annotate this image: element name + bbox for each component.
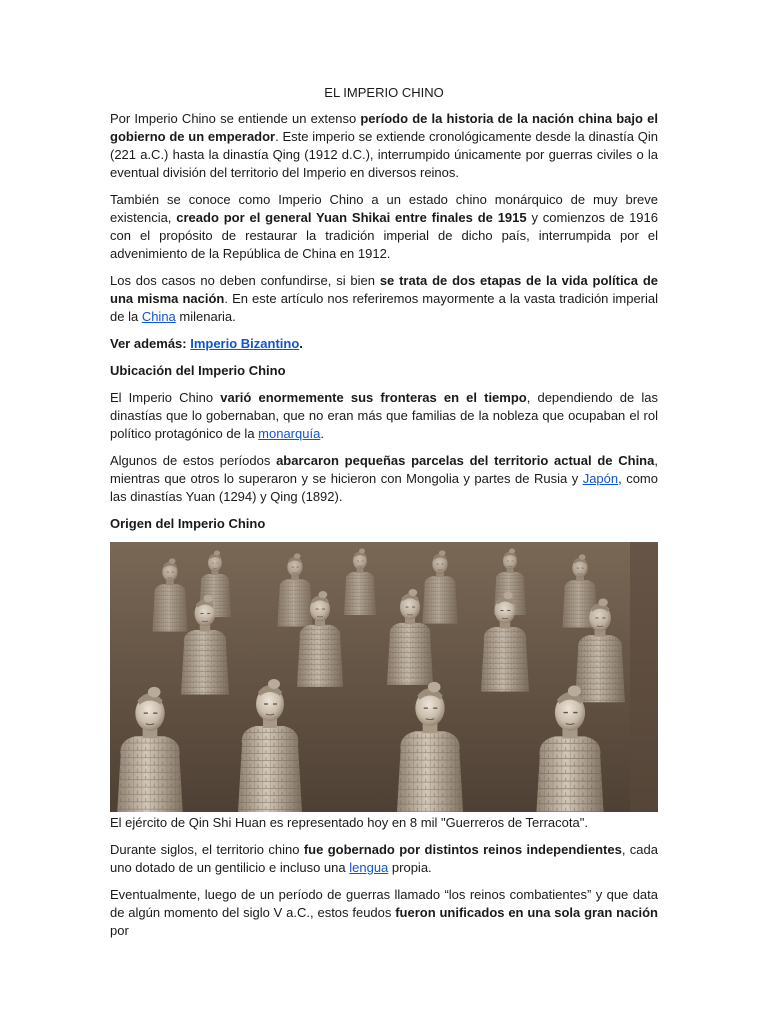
paragraph-yuan-shikai: [110, 191, 658, 263]
paragraph-periodos: [110, 452, 658, 506]
text-run: . En este artículo nos referiremos mayormente a la vasta tradición imperial de la: [110, 291, 659, 324]
text-run: El Imperio Chino: [110, 390, 221, 405]
text-run: milenaria.: [175, 309, 236, 324]
terracotta-warriors-photo: [110, 542, 658, 812]
link-lengua[interactable]: lengua: [349, 860, 389, 875]
bold-text: fueron unificados en una sola gran nación: [395, 905, 658, 920]
see-also-end: .: [299, 336, 303, 351]
page-title: EL IMPERIO CHINO: [324, 85, 444, 100]
text-run: Por Imperio Chino se entiende un extenso: [110, 111, 361, 126]
paragraph-unificacion: [110, 886, 658, 940]
link-monarquia[interactable]: monarquía: [258, 426, 321, 441]
heading-origen: Origen del Imperio Chino: [110, 516, 266, 531]
text-run: por: [110, 923, 129, 938]
text-run: Los dos casos no deben confundirse, si bien: [110, 273, 380, 288]
link-imperio-bizantino[interactable]: Imperio Bizantino: [190, 336, 300, 351]
text-run: .: [320, 426, 324, 441]
paragraph-reinos: [110, 841, 658, 877]
text-run: . Este imperio se extiende cronológicamente desde la dinastía Qin (221 a.C.) hasta la dinastía Qing (1912 d.C.), interrumpido únicamente por guerras civiles o la eventual división del territorio del Imperio en diversos reinos.: [110, 129, 658, 180]
text-run: Algunos de estos períodos: [110, 453, 277, 468]
text-run: También se conoce como Imperio Chino a un estado chino monárquico de muy breve existencia,: [110, 192, 658, 225]
bold-text: se trata de dos etapas de la vida política de una misma nación: [110, 273, 658, 306]
paragraph-intro: [110, 110, 658, 182]
link-japon[interactable]: Japón: [582, 471, 619, 486]
text-run: y comienzos de 1916 con el propósito de restaurar la tradición imperial de dicho país, interrumpida por el advenimiento de la República de China en 1912.: [110, 210, 658, 261]
document-body: [110, 84, 658, 949]
link-china[interactable]: China: [141, 309, 176, 324]
text-run: , mientras que otros lo superaron y se hicieron con Mongolia y partes de Rusia y: [110, 453, 658, 486]
bold-text: creado por el general Yuan Shikai entre finales de 1915: [176, 210, 527, 225]
text-run: , cada uno dotado de un gentilicio e incluso una: [110, 842, 658, 875]
text-run: , como las dinastías Yuan (1294) y Qing (1892).: [110, 471, 658, 504]
bold-text: fue gobernado por distintos reinos independientes: [303, 842, 622, 857]
see-also: [110, 335, 658, 353]
paragraph-fronteras: [110, 389, 658, 443]
bold-text: período de la historia de la nación china bajo el gobierno de un emperador: [110, 111, 658, 144]
see-also-label: Ver además:: [110, 336, 191, 351]
bold-text: abarcaron pequeñas parcelas del territorio actual de China: [276, 453, 655, 468]
bold-text: varió enormemente sus fronteras en el tiempo: [220, 390, 527, 405]
terracotta-warriors-illustration: [110, 542, 658, 812]
text-run: propia.: [388, 860, 432, 875]
text-run: Eventualmente, luego de un período de guerras llamado “los reinos combatientes” y que data de algún momento del siglo V a.C., estos feudos: [110, 887, 658, 920]
paragraph-two-cases: [110, 272, 658, 326]
text-run: , dependiendo de las dinastías que lo gobernaban, que no eran más que familias de la nobleza que ocupaban el rol político protagónico de la: [110, 390, 658, 441]
text-run: Durante siglos, el territorio chino: [110, 842, 304, 857]
heading-ubicacion: Ubicación del Imperio Chino: [110, 363, 286, 378]
photo-caption: El ejército de Qin Shi Huan es representado hoy en 8 mil "Guerreros de Terracota".: [110, 815, 588, 830]
